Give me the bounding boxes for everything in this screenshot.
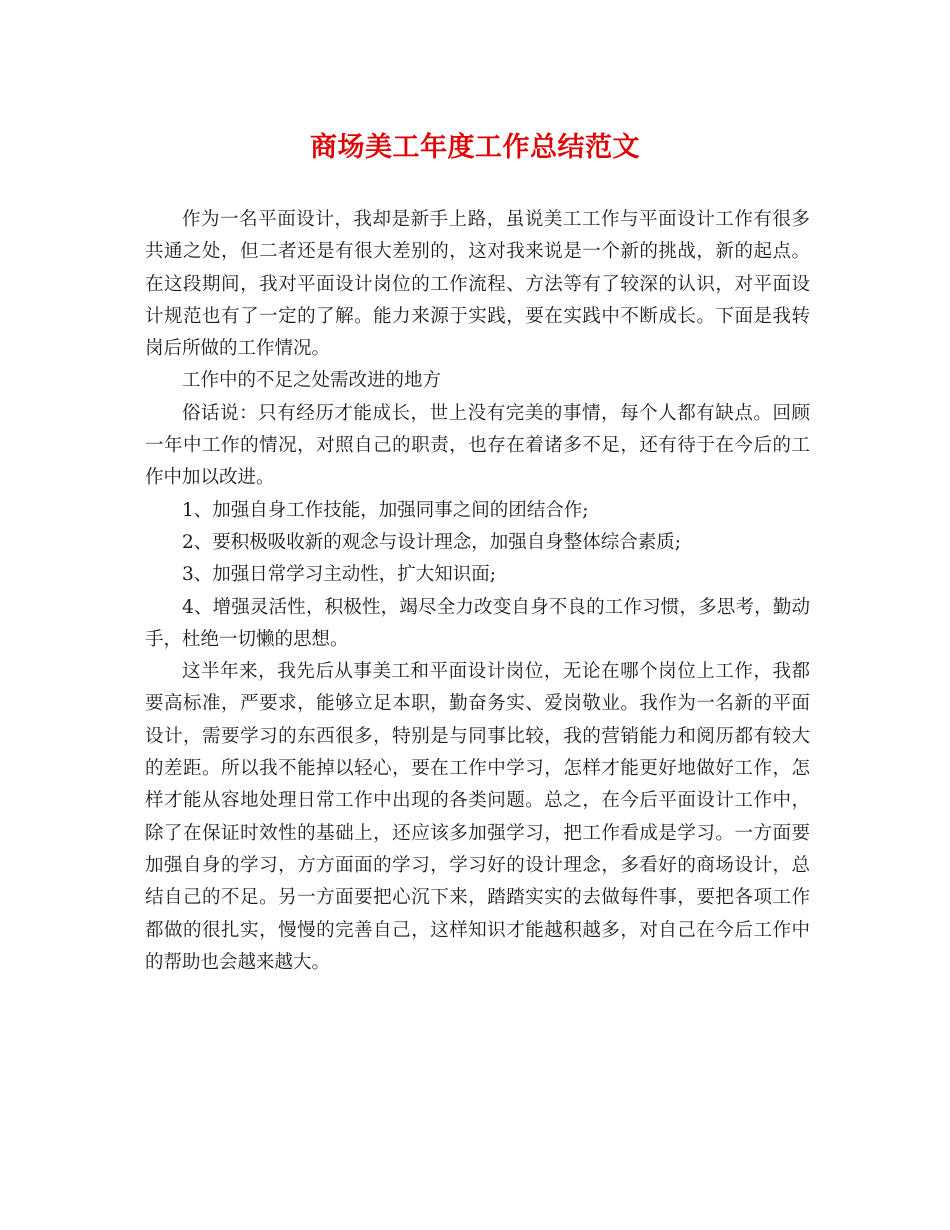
list-item-2: 2、要积极吸收新的观念与设计理念，加强自身整体综合素质;	[182, 531, 682, 553]
list-item-1: 1、加强自身工作技能，加强同事之间的团结合作;	[182, 499, 589, 521]
section-heading-shortcomings: 工作中的不足之处需改进的地方	[182, 370, 442, 392]
paragraph-intro: 作为一名平面设计，我却是新手上路，虽说美工工作与平面设计工作有很多共通之处，但二者还是有很大差别的，这对我来说是一个新的挑战，新的起点。在这段期间，我对平面设计岗位的工作流程、方法等有了较深的认识，对平面设计规范也有了一定的了解。能力来源于实践，要在实践中不断成长。下面是我转岗后所做的工作情况。	[145, 209, 810, 360]
list-item-3: 3、加强日常学习主动性，扩大知识面;	[182, 564, 497, 586]
document-body	[145, 204, 810, 979]
list-item-4: 4、增强灵活性，积极性，竭尽全力改变自身不良的工作习惯，多思考，勤动手，杜绝一切懒的思想。	[145, 596, 810, 650]
paragraph-half-year-summary: 这半年来，我先后从事美工和平面设计岗位，无论在哪个岗位上工作，我都要高标准，严要求，能够立足本职，勤奋务实、爱岗敬业。我作为一名新的平面设计，需要学习的东西很多，特别是与同事比较，我的营销能力和阅历都有较大的差距。所以我不能掉以轻心，要在工作中学习，怎样才能更好地做好工作，怎样才能从容地处理日常工作中出现的各类问题。总之，在今后平面设计工作中，除了在保证时效性的基础上，还应该多加强学习，把工作看成是学习。一方面要加强自身的学习，方方面面的学习，学习好的设计理念，多看好的商场设计，总结自己的不足。另一方面要把心沉下来，踏踏实实的去做每件事，要把各项工作都做的很扎实，慢慢的完善自己，这样知识才能越积越多，对自己在今后工作中的帮助也会越来越大。	[145, 661, 810, 973]
paragraph-review: 俗话说：只有经历才能成长，世上没有完美的事情，每个人都有缺点。回顾一年中工作的情况，对照自己的职责，也存在着诸多不足，还有待于在今后的工作中加以改进。	[145, 402, 810, 489]
document-title: 商场美工年度工作总结范文	[310, 132, 640, 163]
